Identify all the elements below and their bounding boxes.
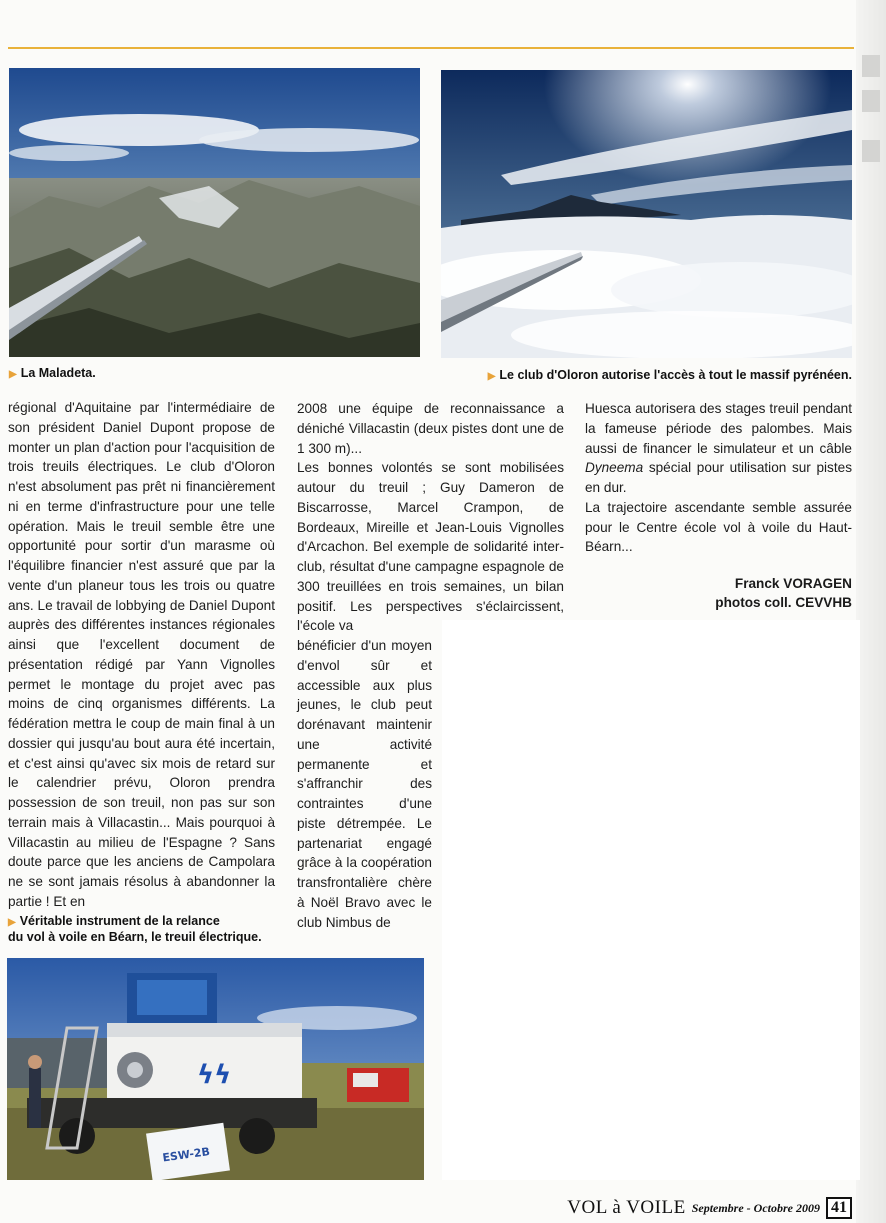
- signature: [715, 574, 852, 612]
- caption-maladeta: ▶ La Maladeta.: [9, 366, 96, 380]
- article-paragraph: bénéficier d'un moyen d'envol sûr et accessible aux plus jeunes, le club peut dorénavant maintenir une activité permanente et s'affranchir des contraintes d'une piste détrempée. Le partenariat engagé grâce à la coopération transfrontalière chère à Noël Bravo avec le club Nimbus de: [297, 638, 432, 930]
- page-edge: [856, 0, 886, 1223]
- caption-oloron: ▶ Le club d'Oloron autorise l'accès à tout le massif pyrénéen.: [487, 368, 852, 382]
- magazine-name: VOL à VOILE: [567, 1197, 686, 1218]
- blank-area: [442, 620, 860, 1180]
- winch-sign: ESW-2B: [161, 1145, 211, 1165]
- caption-arrow-icon: ▶: [487, 371, 496, 382]
- photo-oloron-massif: [441, 70, 852, 358]
- article-column-3: [585, 399, 852, 557]
- photo-treuil: [7, 958, 424, 1180]
- article-paragraph: Huesca autorisera des stages treuil pendant la fameuse période des palombes. Mais aussi de financer le simulateur et un câble Dyneema spécial pour utilisation sur pistes en dur.: [585, 401, 852, 495]
- issue-date: Septembre - Octobre 2009: [691, 1200, 820, 1215]
- article-column-1: [8, 398, 275, 912]
- caption-treuil: ▶ Véritable instrument de la relance du vol à voile en Béarn, le treuil électrique.: [8, 914, 262, 944]
- author-name: Franck VORAGEN: [734, 576, 852, 591]
- article-paragraph: 2008 une équipe de reconnaissance a déniché Villacastin (deux pistes dont une de 1 300 m)...: [297, 401, 564, 456]
- photo-maladeta: [9, 68, 420, 357]
- photo-credit: photos coll. CEVVHB: [715, 595, 852, 610]
- header-rule: [8, 47, 854, 49]
- article-paragraph: régional d'Aquitaine par l'intermédiaire de son président Daniel Dupont propose de monter un plan d'action pour l'acquisition de trois treuils électriques. Le club d'Oloron n'est absolument pas prêt ni financièrement ni en terme d'infrastructure pour une telle opération. Mais le treuil semble être une opportunité pour sortir d'un marasme où l'équilibre financier n'est assuré que par la vente d'un planeur tous les trois ou quatre ans. Le travail de lobbying de Daniel Dupont auprès des différentes instances régionales ainsi que l'excellent document de présentation rédigé par Yann Vignolles permet le montage du projet avec pas moins de cinq organismes différents. La fédération mettra le coup de main final à un dossier qui jusqu'au bout aura été incertain, et c'est ainsi qu'avec six mois de retard sur le calendrier prévu, Oloron prendra possession de son treuil, non pas sur son terrain mais à Villacastin... Mais pourquoi à Villacastin au milieu de l'Espagne ? Sans doute parce que les anciens de Campolara ne se sont jamais résolus à abandonner la partie ! Et en: [8, 400, 275, 909]
- article-paragraph: Les bonnes volontés se sont mobilisées autour du treuil ; Guy Dameron de Biscarrosse, Marcel Crampon, de Bordeaux, Mireille et Jean-Louis Vignolles d'Arcachon. Bel exemple de solidarité inter-club, résultat d'une campagne espagnole de 300 treuillées en trois semaines, un bilan positif. Les perspectives s'éclaircissent, l'école va: [297, 460, 564, 634]
- page-footer: [567, 1197, 852, 1219]
- caption-arrow-icon: ▶: [9, 369, 17, 380]
- article-paragraph: La trajectoire ascendante semble assurée pour le Centre école vol à voile du Haut-Béarn...: [585, 499, 852, 555]
- caption-arrow-icon: ▶: [8, 917, 16, 928]
- winch-logo: ϟϟ: [197, 1060, 232, 1090]
- page-number: 41: [826, 1197, 852, 1219]
